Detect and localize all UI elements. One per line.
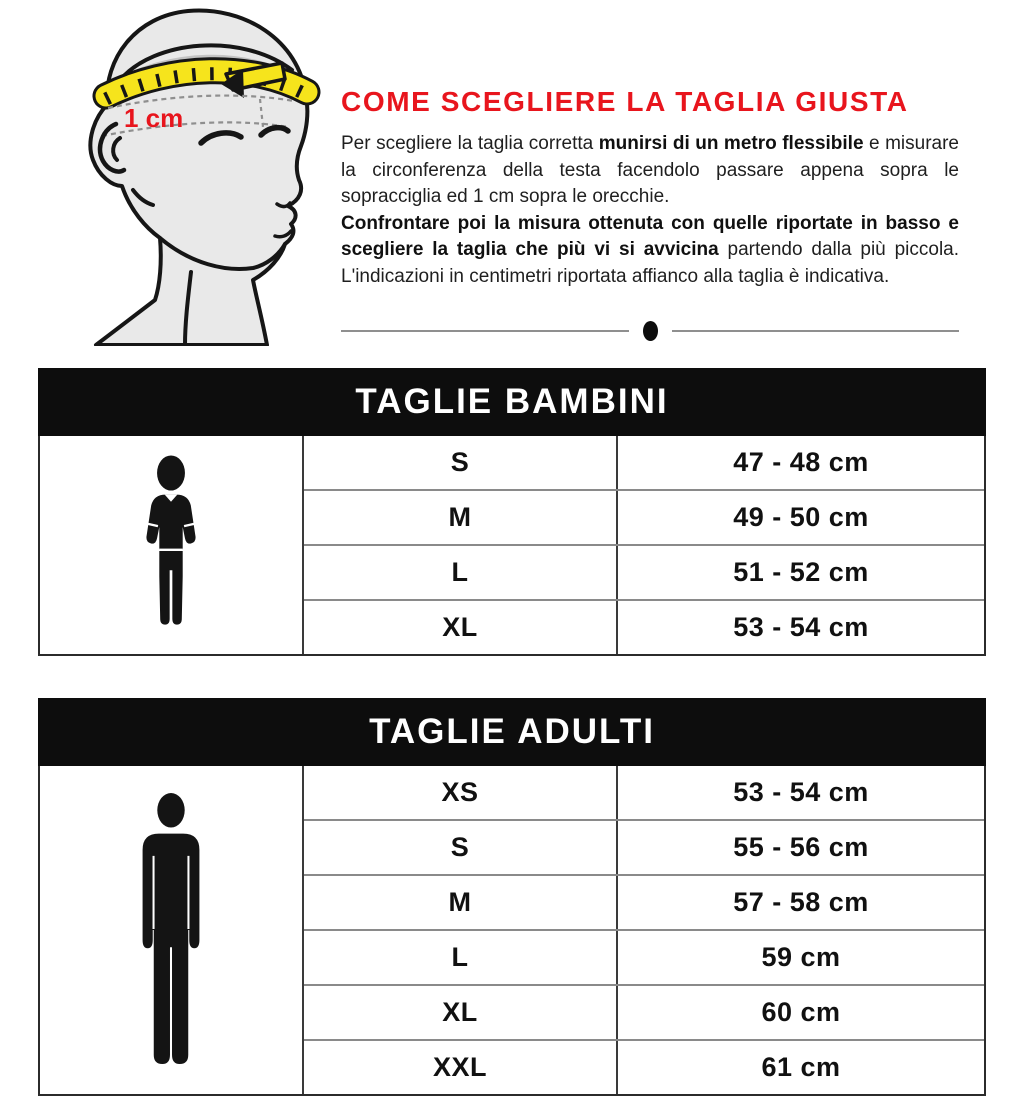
size-range: 53 - 54 cm [733,777,869,807]
child-icon [138,455,204,635]
size-range: 61 cm [761,1052,841,1082]
divider-line [341,330,629,332]
kids-size-table [38,368,986,656]
text-segment: e misurare la circonferenza della testa facendolo passare appena sopra le sopracciglia ed 1 cm sopra le orecchie. [341,133,959,207]
one-cm-label: 1 cm [124,103,184,133]
table-row [304,766,984,819]
text-segment-bold: Confrontare poi la misura ottenuta con quelle riportate in basso e scegliere la taglia che più vi si avvicina [341,212,959,260]
table-row [304,489,984,544]
divider-dot-icon [643,321,658,341]
size-range: 59 cm [761,942,841,972]
intro-paragraph-1 [341,131,959,211]
size-range: 49 - 50 cm [733,502,869,532]
size-range: 47 - 48 cm [733,447,869,477]
table-row [304,436,984,489]
kids-table-title: TAGLIE BAMBINI [38,368,986,436]
table-row [304,984,984,1039]
size-range: 60 cm [761,997,841,1027]
intro-section [0,0,1024,346]
size-range: 53 - 54 cm [733,612,869,642]
table-row [304,874,984,929]
size-label: XL [304,601,618,654]
text-segment-bold: munirsi di un metro flessibile [598,133,864,154]
table-row [304,1039,984,1094]
text-segment: Per scegliere la taglia corretta [341,133,599,154]
size-label: XXL [304,1041,618,1094]
intro-text [341,86,959,290]
head-measurement-illustration [36,0,330,346]
divider-line [672,330,960,332]
size-range: 55 - 56 cm [733,832,869,862]
adult-table-title: TAGLIE ADULTI [38,698,986,766]
size-range: 57 - 58 cm [733,887,869,917]
size-label: S [304,821,618,874]
kids-table-body [38,436,986,656]
text-segment: partendo dalla più piccola. L'indicazioni in centimetri riportata affianco alla taglia è indicativa. [341,239,960,287]
table-row [304,819,984,874]
size-label: L [304,546,618,599]
section-divider [341,320,959,342]
size-label: XS [304,766,618,819]
size-label: S [304,436,618,489]
adult-table-body [38,766,986,1096]
size-label: M [304,491,618,544]
table-row [304,544,984,599]
size-range: 51 - 52 cm [733,557,869,587]
table-row [304,929,984,984]
kids-icon-cell [40,436,304,654]
page-title: COME SCEGLIERE LA TAGLIA GIUSTA [341,86,909,117]
adult-icon [130,793,212,1067]
adult-size-table [38,698,986,1096]
intro-paragraph-2 [341,211,959,291]
size-label: M [304,876,618,929]
size-label: L [304,931,618,984]
kids-rows [304,436,984,654]
table-row [304,599,984,654]
adult-rows [304,766,984,1094]
size-label: XL [304,986,618,1039]
adult-icon-cell [40,766,304,1094]
